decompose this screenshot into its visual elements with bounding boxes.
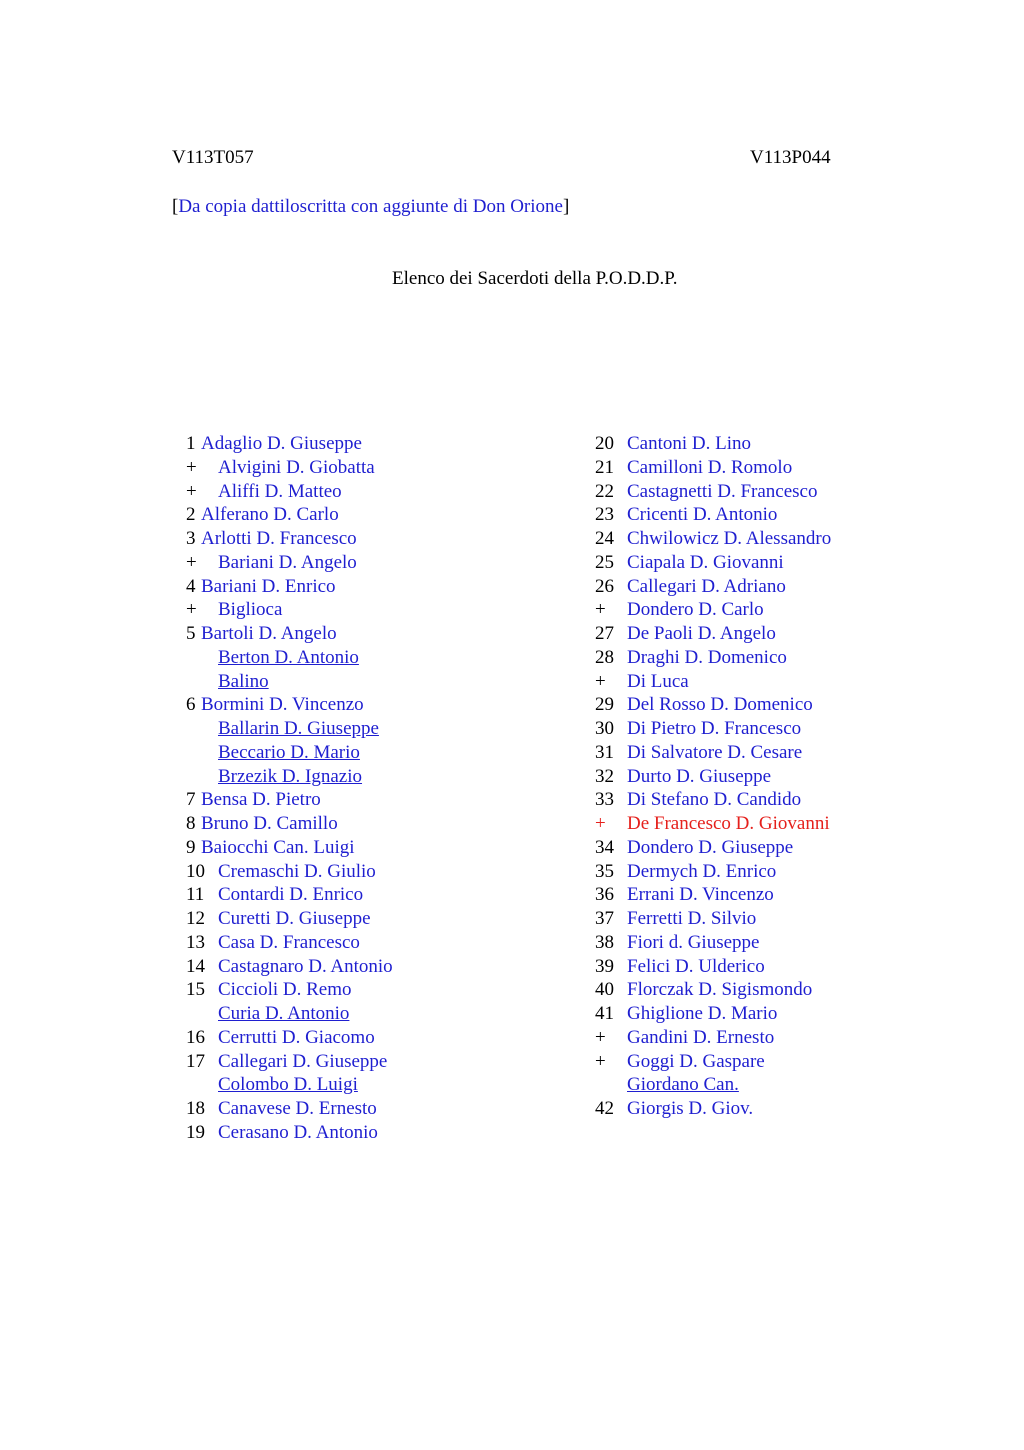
list-item-marker: + [186,456,197,478]
source-note [172,196,569,218]
list-item-marker: 3 [186,528,196,549]
list-item-marker: 7 [186,789,196,811]
list-item [186,931,566,955]
list-item [186,1073,566,1097]
list-item [595,860,995,884]
priest-name: Dondero D. Carlo [627,599,764,621]
list-item-marker: 28 [595,646,614,668]
priest-name: Di Pietro D. Francesco [627,718,802,739]
priest-name: Cerasano D. Antonio [218,1121,378,1143]
priest-name: Aliffi D. Matteo [218,480,342,502]
list-item-marker: 12 [186,908,205,929]
priest-list-left-column [186,432,566,1145]
list-item [186,693,566,717]
list-item [595,883,995,907]
priest-name: Florczak D. Sigismondo [627,979,813,1001]
list-item [595,646,995,670]
list-item [186,836,566,860]
list-item-marker: 20 [595,433,614,454]
priest-name: Felici D. Ulderico [627,955,765,977]
list-item [595,551,995,575]
priest-name: Bariani D. Angelo [218,551,357,573]
list-item-marker: 35 [595,860,614,882]
priest-name: Dondero D. Giuseppe [627,836,794,858]
list-item [186,788,566,812]
list-item [186,598,566,622]
priest-name: Di Stefano D. Candido [627,789,802,811]
bracket-open: [ [172,196,179,217]
list-item [595,622,995,646]
list-item [186,1097,566,1121]
list-item-marker: 37 [595,908,614,929]
list-item [186,812,566,836]
list-item [595,432,995,456]
priest-name: Callegari D. Giuseppe [218,1050,388,1072]
list-item-marker: + [186,599,197,621]
list-item-marker: 15 [186,979,205,1001]
priest-name: Bormini D. Vincenzo [201,694,364,716]
priest-name: Dermych D. Enrico [627,860,777,882]
priest-name: Adaglio D. Giuseppe [201,433,362,454]
list-item [595,480,995,504]
priest-name: Contardi D. Enrico [218,884,364,906]
list-item-marker: 32 [595,765,614,787]
list-item [595,1073,995,1097]
list-item-marker: 10 [186,860,205,882]
list-item-marker: + [595,1050,606,1072]
priest-name: Ciapala D. Giovanni [627,551,784,573]
list-item [186,1002,566,1026]
list-item-marker: 18 [186,1098,205,1119]
priest-name: Cerrutti D. Giacomo [218,1026,375,1048]
list-item-marker: 41 [595,1003,614,1024]
list-item-marker: 42 [595,1098,614,1119]
list-item [186,1026,566,1050]
list-item [186,622,566,646]
list-item-marker: 4 [186,575,196,597]
priest-name: Gandini D. Ernesto [627,1026,775,1048]
list-item [186,741,566,765]
priest-name: De Francesco D. Giovanni [627,813,830,834]
list-item-marker: 34 [595,836,614,858]
priest-name: Chwilowicz D. Alessandro [627,528,832,549]
list-item [595,456,995,480]
list-item [186,646,566,670]
list-item-marker: 31 [595,741,614,763]
priest-name: De Paoli D. Angelo [627,623,776,644]
list-item-marker: 6 [186,694,196,716]
list-item [595,1026,995,1050]
source-note-text: Da copia dattiloscritta con aggiunte di Don Orione [178,196,563,217]
priest-name: Fiori d. Giuseppe [627,931,760,953]
list-item [595,670,995,694]
list-item-marker: + [186,480,197,502]
priest-name: Balino [218,670,269,692]
priest-name: Errani D. Vincenzo [627,884,774,906]
priest-name: Berton D. Antonio [218,646,359,668]
list-item-marker: 30 [595,718,614,739]
list-item-marker: + [595,599,606,621]
priest-name: Cantoni D. Lino [627,433,752,454]
list-item [186,503,566,527]
list-item-marker: 9 [186,836,196,858]
priest-name: Bensa D. Pietro [201,789,321,811]
priest-name: Curetti D. Giuseppe [218,908,371,929]
list-item [595,598,995,622]
priest-name: Brzezik D. Ignazio [218,765,363,787]
document-code-right: V113P044 [750,147,831,168]
list-item [595,765,995,789]
list-item [186,1121,566,1145]
priest-name: Casa D. Francesco [218,931,360,953]
list-item [595,907,995,931]
list-item [186,978,566,1002]
list-item [186,456,566,480]
list-item-marker: 8 [186,813,196,834]
list-item [595,527,995,551]
list-item [595,1002,995,1026]
priest-name: Ghiglione D. Mario [627,1003,778,1024]
list-item [595,1097,995,1121]
list-item [595,575,995,599]
list-item [595,955,995,979]
list-item [595,741,995,765]
list-item [595,503,995,527]
priest-name: Castagnetti D. Francesco [627,480,818,502]
list-item-marker: 33 [595,789,614,811]
list-item [186,527,566,551]
list-item-marker: 36 [595,884,614,906]
list-item [186,1050,566,1074]
priest-name: Durto D. Giuseppe [627,765,772,787]
list-item [595,812,995,836]
list-item-marker: 24 [595,528,614,549]
priest-name: Biglioca [218,599,283,621]
list-item-marker: 5 [186,623,196,644]
priest-name: Bariani D. Enrico [201,575,336,597]
list-item-marker: 16 [186,1026,205,1048]
priest-name: Arlotti D. Francesco [201,528,357,549]
priest-name: Castagnaro D. Antonio [218,955,393,977]
priest-list-right-column [595,432,995,1121]
priest-name: Cremaschi D. Giulio [218,860,376,882]
list-item-marker: 22 [595,480,614,502]
list-item-marker: 27 [595,623,614,644]
list-item [186,765,566,789]
list-item [595,1050,995,1074]
page-title: Elenco dei Sacerdoti della P.O.D.D.P. [392,268,678,289]
list-item-marker: 1 [186,433,196,454]
list-item [595,788,995,812]
list-item-marker: 39 [595,955,614,977]
list-item [186,717,566,741]
priest-name: Goggi D. Gaspare [627,1050,765,1072]
priest-name: Del Rosso D. Domenico [627,694,813,716]
list-item-marker: 17 [186,1050,205,1072]
list-item-marker: 23 [595,504,614,526]
list-item-marker: 26 [595,575,614,597]
priest-name: Callegari D. Adriano [627,575,786,597]
priest-name: Ballarin D. Giuseppe [218,718,379,739]
list-item [186,883,566,907]
list-item [186,575,566,599]
list-item-marker: 21 [595,456,614,478]
list-item-marker: 25 [595,551,614,573]
list-item [186,551,566,575]
list-item-marker: 2 [186,504,196,526]
priest-name: Bruno D. Camillo [201,813,338,834]
bracket-close: ] [562,196,570,217]
list-item [595,693,995,717]
list-item-marker: + [595,813,606,834]
priest-name: Draghi D. Domenico [627,646,787,668]
list-item-marker: 14 [186,955,205,977]
list-item [595,836,995,860]
list-item [595,717,995,741]
list-item [186,670,566,694]
document-code-left: V113T057 [172,147,254,168]
priest-name: Di Salvatore D. Cesare [627,741,803,763]
list-item [186,907,566,931]
list-item [595,931,995,955]
list-item-marker: 40 [595,979,614,1001]
list-item-marker: + [595,670,606,692]
priest-name: Alvigini D. Giobatta [218,456,375,478]
priest-name: Beccario D. Mario [218,741,360,763]
priest-name: Curia D. Antonio [218,1003,350,1024]
list-item [186,480,566,504]
list-item-marker: 19 [186,1121,205,1143]
priest-name: Cricenti D. Antonio [627,504,778,526]
priest-name: Bartoli D. Angelo [201,623,337,644]
priest-name: Canavese D. Ernesto [218,1098,377,1119]
priest-name: Giordano Can. [627,1074,739,1096]
priest-name: Colombo D. Luigi [218,1074,358,1096]
list-item-marker: 29 [595,694,614,716]
priest-name: Ciccioli D. Remo [218,979,352,1001]
priest-name: Ferretti D. Silvio [627,908,757,929]
list-item-marker: + [595,1026,606,1048]
list-item [595,978,995,1002]
priest-name: Baiocchi Can. Luigi [201,836,355,858]
list-item-marker: 38 [595,931,614,953]
list-item [186,860,566,884]
priest-name: Camilloni D. Romolo [627,456,793,478]
list-item-marker: 11 [186,884,205,906]
priest-name: Di Luca [627,670,689,692]
priest-name: Alferano D. Carlo [201,504,339,526]
list-item [186,955,566,979]
list-item-marker: 13 [186,931,205,953]
list-item [186,432,566,456]
list-item-marker: + [186,551,197,573]
priest-name: Giorgis D. Giov. [627,1098,754,1119]
